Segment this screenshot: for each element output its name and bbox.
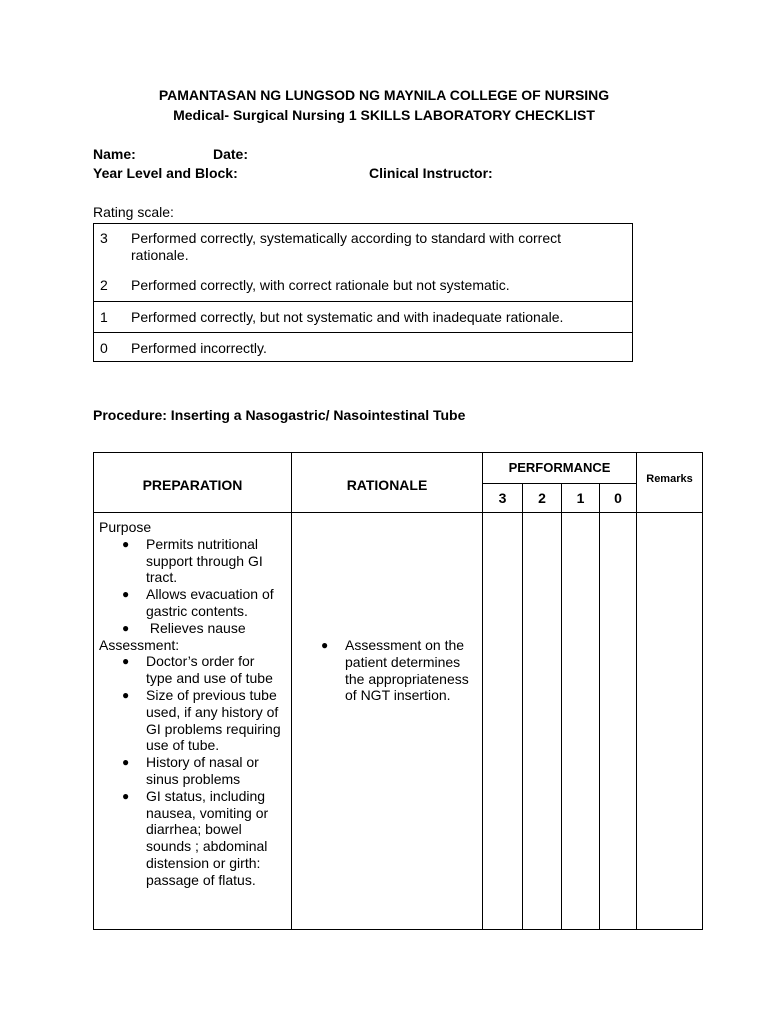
rating-score: 1 (100, 309, 108, 325)
performance-header: PERFORMANCE (508, 460, 611, 475)
row-divider (482, 483, 636, 484)
column-divider (482, 453, 483, 929)
column-divider (636, 453, 637, 929)
rationale-header: RATIONALE (346, 477, 428, 493)
list-item: ● Relieves nause (122, 619, 246, 636)
bullet-icon: ● (122, 587, 130, 602)
row-divider (94, 512, 702, 513)
rating-description: Performed correctly, with correct rationale but not systematic. (131, 277, 510, 293)
document-subtitle: Medical- Surgical Nursing 1 SKILLS LABORATORY CHECKLIST (173, 107, 595, 123)
list-item: ● Size of previous tube used, if any history of GI problems requiring use of tube. (122, 686, 281, 754)
preparation-header: PREPARATION (142, 477, 243, 493)
remarks-header: Remarks (646, 473, 693, 485)
bullet-icon: ● (122, 620, 130, 635)
preparation-cell (99, 519, 284, 889)
name-label: Name: (93, 146, 136, 162)
procedure-title: Procedure: Inserting a Nasogastric/ Nasointestinal Tube (93, 407, 466, 423)
column-divider (291, 453, 292, 929)
rating-scale-box (93, 223, 633, 362)
rating-divider (94, 332, 632, 333)
list-item: ● Allows evacuation of gastric contents. (122, 586, 274, 619)
rating-score: 2 (100, 277, 108, 293)
bullet-icon: ● (122, 687, 130, 702)
list-item: ● History of nasal or sinus problems (122, 754, 259, 787)
rating-description: Performed incorrectly. (131, 340, 267, 356)
list-item: ● Assessment on the patient determines the appropriateness of NGT insertion. (321, 637, 469, 704)
purpose-label: Purpose (99, 519, 152, 535)
assessment-label: Assessment: (99, 636, 180, 653)
year-level-label: Year Level and Block: (93, 165, 238, 181)
rating-scale-label: Rating scale: (93, 204, 174, 220)
column-divider (599, 483, 600, 929)
rating-description: Performed correctly, but not systematic and with inadequate rationale. (131, 309, 564, 325)
list-item: ● Doctor’s order for type and use of tube (122, 653, 273, 687)
rating-description: Performed correctly, systematically according to standard with correct rationale. (131, 230, 562, 263)
score-header: 3 (498, 490, 507, 506)
bullet-icon: ● (122, 755, 130, 770)
rating-score: 0 (100, 340, 108, 356)
score-header: 1 (576, 490, 585, 506)
list-item: ● GI status, including nausea, vomiting or diarrhea; bowel sounds ; abdominal distension or girth: passage of flatus. (122, 787, 269, 888)
clinical-instructor-label: Clinical Instructor: (369, 165, 493, 181)
list-item: ● Permits nutritional support through GI tract. (122, 535, 263, 586)
document-title: PAMANTASAN NG LUNGSOD NG MAYNILA COLLEGE OF NURSING (158, 87, 610, 103)
column-divider (522, 483, 523, 929)
bullet-icon: ● (321, 638, 329, 652)
purpose-list (99, 536, 284, 637)
score-header: 0 (614, 490, 622, 506)
bullet-icon: ● (122, 654, 130, 669)
rating-divider (94, 301, 632, 302)
column-divider (561, 483, 562, 929)
assessment-list (99, 653, 284, 888)
bullet-icon: ● (122, 536, 130, 551)
date-label: Date: (213, 146, 249, 162)
rationale-cell (299, 637, 477, 704)
score-header: 2 (538, 490, 546, 506)
rating-score: 3 (100, 230, 108, 246)
rationale-list (299, 637, 477, 704)
bullet-icon: ● (122, 788, 130, 803)
checklist-table (93, 452, 703, 930)
